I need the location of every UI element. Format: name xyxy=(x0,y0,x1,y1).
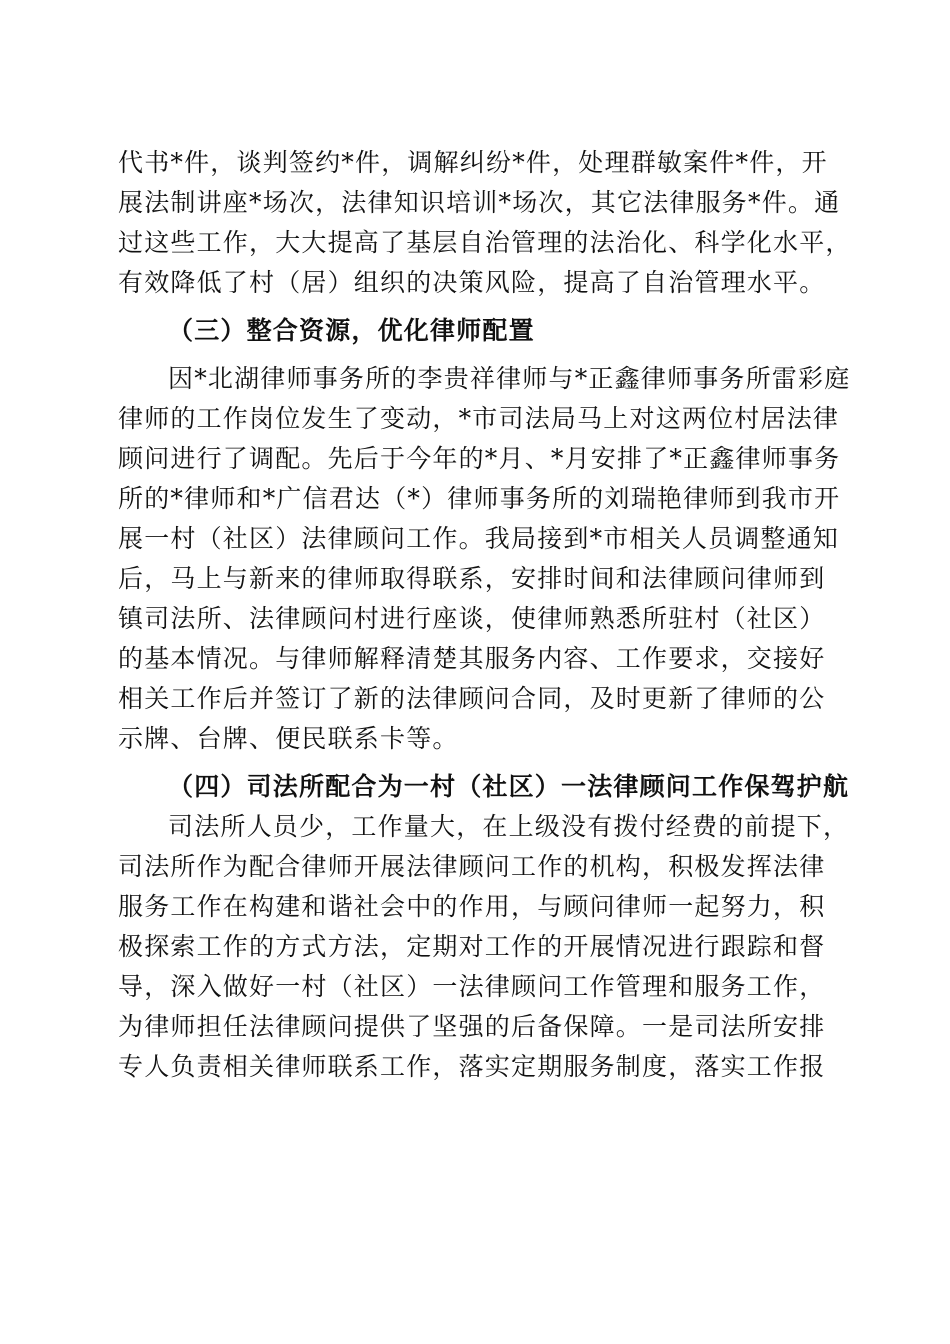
text-line: 镇司法所、法律顾问村进行座谈，使律师熟悉所驻村（社区） xyxy=(118,604,826,633)
text-line: 代书*件，谈判签约*件，调解纠纷*件，处理群敏案件*件，开 xyxy=(118,148,828,177)
text-line: 展法制讲座*场次，法律知识培训*场次，其它法律服务*件。通 xyxy=(118,188,841,217)
text-line: 因*北湖律师事务所的李贵祥律师与*正鑫律师事务所雷彩庭 xyxy=(168,364,851,393)
text-line: 服务工作在构建和谐社会中的作用，与顾问律师一起努力，积 xyxy=(118,892,826,921)
document-page xyxy=(118,143,852,1087)
text-line: 专人负责相关律师联系工作，落实定期服务制度，落实工作报 xyxy=(118,1052,826,1081)
text-line: 司法所作为配合律师开展法律顾问工作的机构，积极发挥法律 xyxy=(118,852,826,881)
text-line: 有效降低了村（居）组织的决策风险，提高了自治管理水平。 xyxy=(118,268,826,297)
text-line: 极探索工作的方式方法，定期对工作的开展情况进行跟踪和督 xyxy=(118,932,826,961)
text-line: 为律师担任法律顾问提供了坚强的后备保障。一是司法所安排 xyxy=(118,1012,826,1041)
text-line: 相关工作后并签订了新的法律顾问合同，及时更新了律师的公 xyxy=(118,684,826,713)
text-line: 过这些工作，大大提高了基层自治管理的法治化、科学化水平， xyxy=(118,228,852,257)
text-line: 司法所人员少，工作量大，在上级没有拨付经费的前提下， xyxy=(168,812,850,841)
text-line: 示牌、台牌、便民联系卡等。 xyxy=(118,724,459,753)
text-line: 展一村（社区）法律顾问工作。我局接到*市相关人员调整通知 xyxy=(118,524,840,553)
section-heading: （三）整合资源，优化律师配置 xyxy=(168,316,535,345)
text-line: 顾问进行了调配。先后于今年的*月、*月安排了*正鑫律师事务 xyxy=(118,444,841,473)
paragraph-body xyxy=(118,143,852,303)
paragraph-body xyxy=(118,359,851,759)
text-line: 律师的工作岗位发生了变动，*市司法局马上对这两位村居法律 xyxy=(118,404,840,433)
text-line: 后，马上与新来的律师取得联系，安排时间和法律顾问律师到 xyxy=(118,564,826,593)
paragraph-body xyxy=(118,807,850,1087)
text-line: 的基本情况。与律师解释清楚其服务内容、工作要求，交接好 xyxy=(118,644,826,673)
section-heading: （四）司法所配合为一村（社区）一法律顾问工作保驾护航 xyxy=(168,772,850,801)
text-line: 所的*律师和*广信君达（*）律师事务所的刘瑞艳律师到我市开 xyxy=(118,484,841,513)
text-line: 导，深入做好一村（社区）一法律顾问工作管理和服务工作， xyxy=(118,972,826,1001)
